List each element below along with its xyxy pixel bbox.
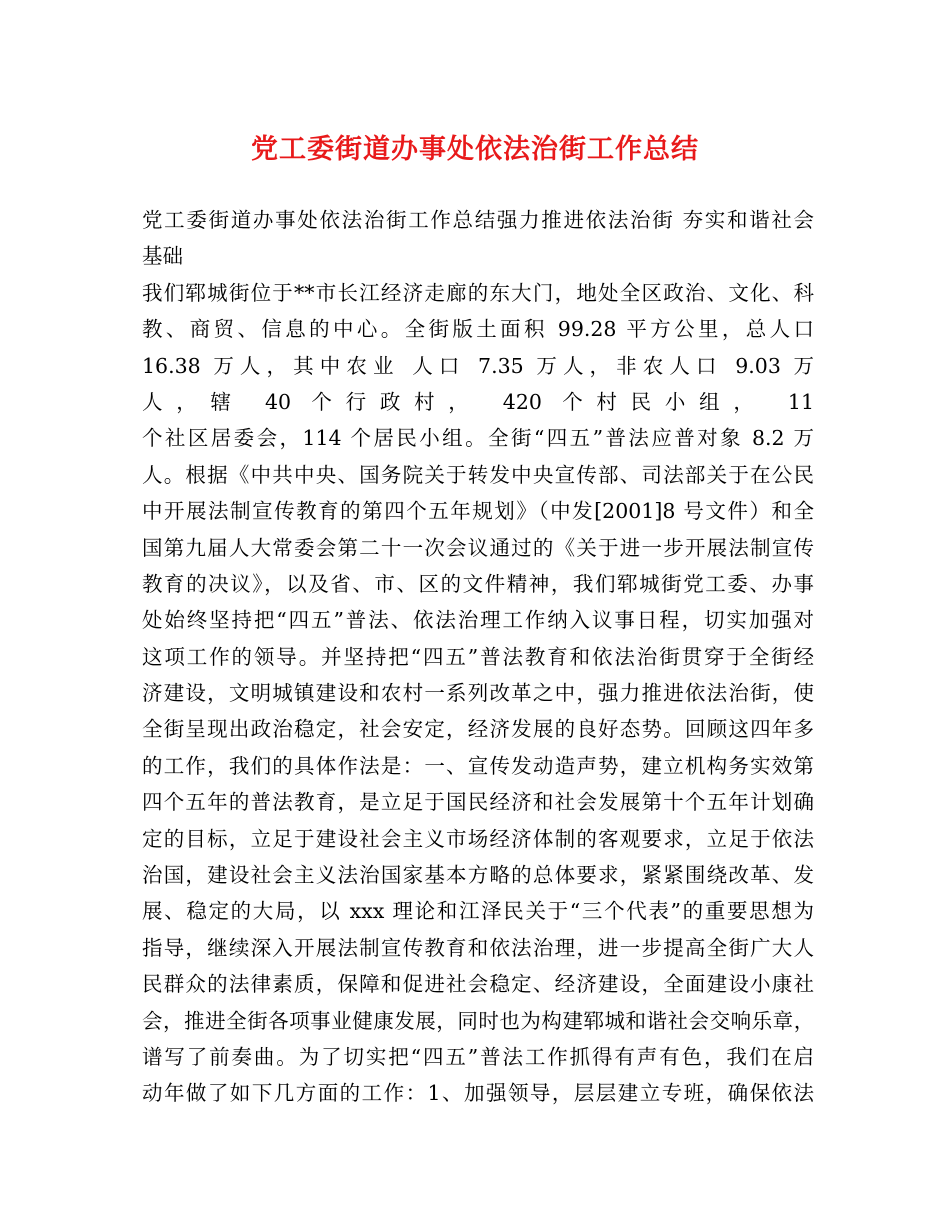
body-line: 展、稳定的大局，以 xxx 理论和江泽民关于“三个代表”的重要思想为 xyxy=(142,899,814,924)
body-line: 定的目标，立足于建设社会主义市场经济体制的客观要求，立足于依法 xyxy=(142,826,814,851)
body-line: 民群众的法律素质，保障和促进社会稳定、经济建设，全面建设小康社 xyxy=(142,972,814,997)
body-line: 个社区居委会，114 个居民小组。全街“四五”普法应普对象 8.2 万 xyxy=(142,426,814,451)
body-line: 处始终坚持把“四五”普法、依法治理工作纳入议事日程，切实加强对 xyxy=(142,608,814,633)
body-line: 我们郓城街位于**市长江经济走廊的东大门，地处全区政治、文化、科 xyxy=(142,280,814,305)
body-line: 全街呈现出政治稳定，社会安定，经济发展的良好态势。回顾这四年多 xyxy=(142,717,814,742)
body-line: 基础 xyxy=(142,244,183,269)
body-line: 教、商贸、信息的中心。全街版土面积 99.28 平方公里，总人口 xyxy=(142,317,814,342)
body-line: 济建设，文明城镇建设和农村一系列改革之中，强力推进依法治街，使 xyxy=(142,681,814,706)
body-line: 党工委街道办事处依法治街工作总结强力推进依法治街 夯实和谐社会 xyxy=(142,208,814,232)
body-line: 国第九届人大常委会第二十一次会议通过的《关于进一步开展法制宣传 xyxy=(142,535,814,560)
document-body xyxy=(142,202,814,1112)
body-line: 四个五年的普法教育，是立足于国民经济和社会发展第十个五年计划确 xyxy=(142,790,814,815)
body-line: 这项工作的领导。并坚持把“四五”普法教育和依法治街贯穿于全街经 xyxy=(142,644,814,669)
body-line: 会，推进全街各项事业健康发展，同时也为构建郓城和谐社会交响乐章， xyxy=(142,1008,814,1033)
body-line: 动年做了如下几方面的工作：1、加强领导，层层建立专班，确保依法 xyxy=(142,1081,814,1106)
body-line: 指导，继续深入开展法制宣传教育和依法治理，进一步提高全街广大人 xyxy=(142,935,814,960)
body-line: 治国，建设社会主义法治国家基本方略的总体要求，紧紧围绕改革、发 xyxy=(142,863,814,888)
body-line: 中开展法制宣传教育的第四个五年规划》（中发[2001]8 号文件）和全 xyxy=(142,499,814,524)
body-line: 教育的决议》，以及省、市、区的文件精神，我们郓城街党工委、办事 xyxy=(142,571,814,596)
body-line: 人。根据《中共中央、国务院关于转发中央宣传部、司法部关于在公民 xyxy=(142,462,814,487)
body-line: 谱写了前奏曲。为了切实把“四五”普法工作抓得有声有色，我们在启 xyxy=(142,1044,814,1069)
body-line: 人，辖 40 个行政村， 420 个村民小组， 11 xyxy=(142,389,814,414)
body-line: 的工作，我们的具体作法是：一、宣传发动造声势，建立机构务实效第 xyxy=(142,753,814,778)
document-title: 党工委街道办事处依法治街工作总结 xyxy=(251,134,699,165)
body-line: 16.38 万人，其中农业 人口 7.35 万人，非农人口 9.03 万 xyxy=(142,353,814,378)
